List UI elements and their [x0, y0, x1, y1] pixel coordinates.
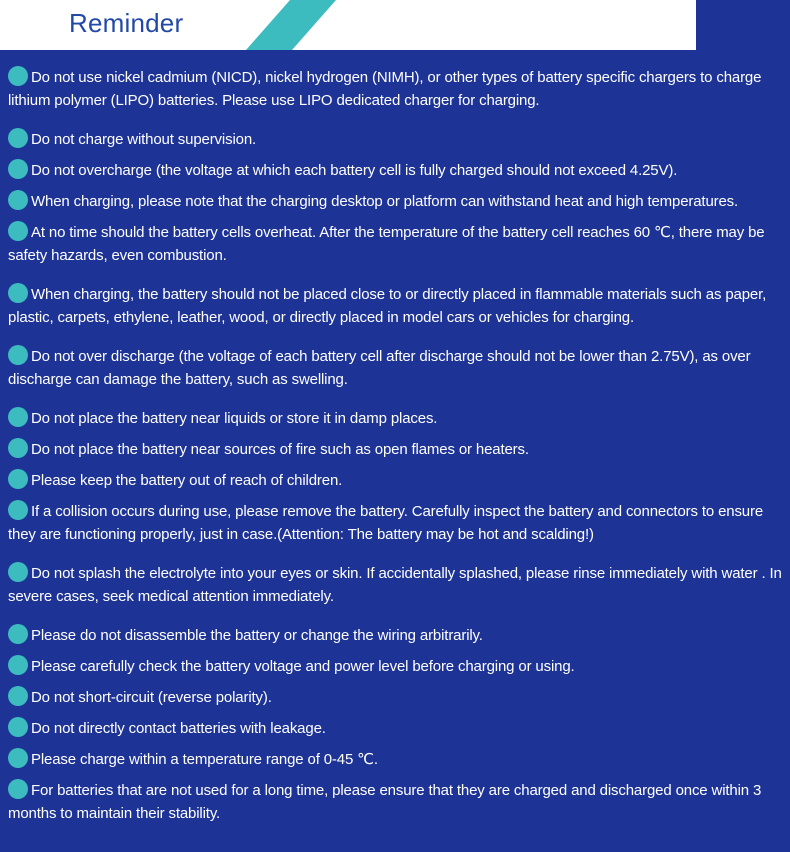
list-item: Do not place the battery near liquids or store it in damp places. — [8, 407, 790, 431]
bullet-dot-icon — [8, 655, 28, 675]
list-item: Please do not disassemble the battery or change the wiring arbitrarily. — [8, 624, 790, 648]
list-item: Do not short-circuit (reverse polarity). — [8, 686, 790, 710]
bullet-dot-icon — [8, 779, 28, 799]
list-item: At no time should the battery cells overheat. After the temperature of the battery cell reaches 60 ℃, there may be safety hazards, even combustion. — [8, 221, 790, 267]
list-item: When charging, the battery should not be placed close to or directly placed in flammable materials such as paper, plastic, carpets, ethylene, leather, wood, or directly placed in model cars or vehicles for charging. — [8, 283, 790, 329]
bullet-dot-icon — [8, 190, 28, 210]
bullet-dot-icon — [8, 686, 28, 706]
bullet-dot-icon — [8, 407, 28, 427]
bullet-dot-icon — [8, 500, 28, 520]
bullet-dot-icon — [8, 159, 28, 179]
bullet-dot-icon — [8, 748, 28, 768]
list-item: Do not directly contact batteries with leakage. — [8, 717, 790, 741]
list-item: Do not splash the electrolyte into your eyes or skin. If accidentally splashed, please rinse immediately with water . In severe cases, seek medical attention immediately. — [8, 562, 790, 608]
list-item: If a collision occurs during use, please remove the battery. Carefully inspect the battery and connectors to ensure they are functioning properly, just in case.(Attention: The battery may be hot and scalding!) — [8, 500, 790, 546]
bullet-dot-icon — [8, 624, 28, 644]
list-item: For batteries that are not used for a long time, please ensure that they are charged and discharged once within 3 months to maintain their stability. — [8, 779, 790, 825]
list-item: Do not over discharge (the voltage of each battery cell after discharge should not be lower than 2.75V), as over discharge can damage the battery, such as swelling. — [8, 345, 790, 391]
reminder-header — [0, 0, 790, 50]
list-item: Do not charge without supervision. — [8, 128, 790, 152]
list-item: Do not overcharge (the voltage at which each battery cell is fully charged should not exceed 4.25V). — [8, 159, 790, 183]
list-item: Please keep the battery out of reach of children. — [8, 469, 790, 493]
list-item: Please charge within a temperature range of 0-45 ℃. — [8, 748, 790, 772]
list-item: Please carefully check the battery voltage and power level before charging or using. — [8, 655, 790, 679]
bullet-dot-icon — [8, 717, 28, 737]
bullet-dot-icon — [8, 66, 28, 86]
bullet-dot-icon — [8, 562, 28, 582]
page-title: Reminder — [69, 8, 184, 38]
list-item: When charging, please note that the charging desktop or platform can withstand heat and high temperatures. — [8, 190, 790, 214]
bullet-dot-icon — [8, 283, 28, 303]
bullet-dot-icon — [8, 345, 28, 365]
bullet-dot-icon — [8, 438, 28, 458]
bullet-dot-icon — [8, 128, 28, 148]
list-item: Do not use nickel cadmium (NICD), nickel hydrogen (NIMH), or other types of battery specific chargers to charge lithium polymer (LIPO) batteries. Please use LIPO dedicated charger for charging. — [8, 66, 790, 112]
bullet-dot-icon — [8, 469, 28, 489]
list-item: Do not place the battery near sources of fire such as open flames or heaters. — [8, 438, 790, 462]
bullet-dot-icon — [8, 221, 28, 241]
